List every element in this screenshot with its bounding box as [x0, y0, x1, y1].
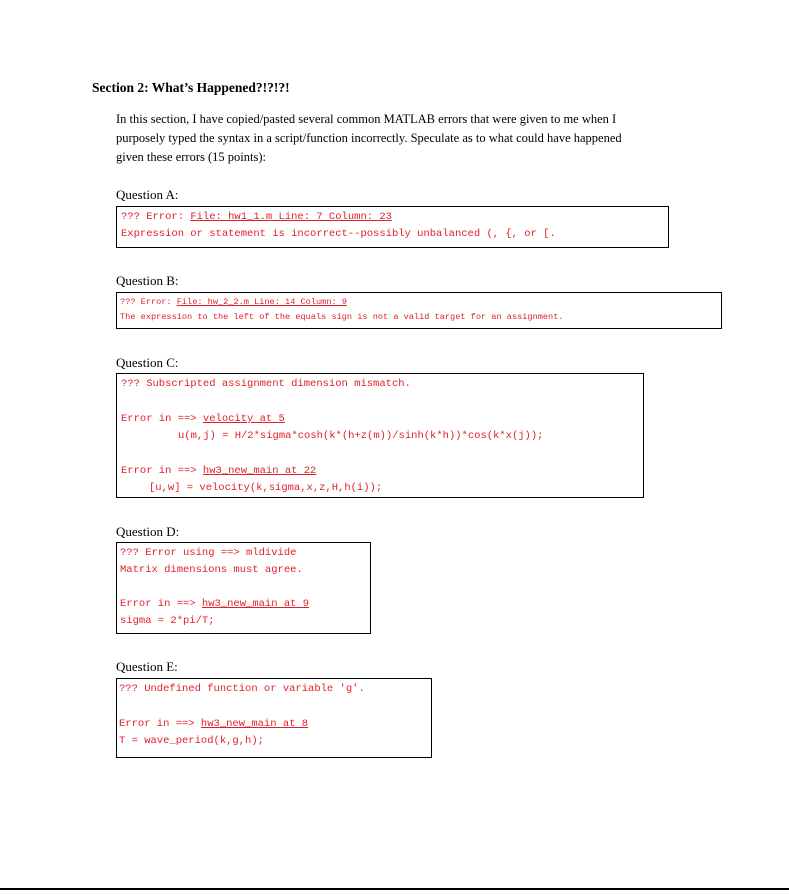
question-a-label: Question A:	[116, 187, 179, 202]
error-prefix: Error in ==>	[121, 465, 203, 477]
error-message: The expression to the left of the equals sign is not a valid target for an assignment.	[120, 312, 564, 322]
file-link[interactable]: File: hw1_1.m Line: 7 Column: 23	[190, 211, 392, 223]
error-line	[121, 211, 392, 223]
error-message: ??? Error using ==> mldivide	[120, 547, 297, 559]
code-line: T = wave_period(k,g,h);	[119, 735, 264, 747]
question-d-error-box	[116, 542, 371, 634]
function-link[interactable]: velocity at 5	[202, 413, 285, 425]
error-prefix: Error in ==>	[121, 413, 203, 425]
error-in-line	[120, 598, 309, 610]
question-c-label: Question C:	[116, 355, 179, 370]
error-line	[120, 297, 347, 307]
error-prefix: ??? Error:	[120, 297, 177, 307]
error-in-line	[121, 413, 285, 425]
function-link[interactable]: hw3_new_main at 9	[201, 598, 310, 610]
code-line: [u,w] = velocity(k,sigma,x,z,H,h(i));	[149, 482, 383, 494]
error-prefix: Error in ==>	[119, 718, 201, 730]
question-e-error-box	[116, 678, 432, 758]
error-in-line	[121, 465, 316, 477]
page-bottom-rule	[0, 888, 789, 890]
error-message: Matrix dimensions must agree.	[120, 564, 303, 576]
question-d-label: Question D:	[116, 524, 180, 539]
error-in-line	[119, 718, 308, 730]
function-link[interactable]: hw3_new_main at 8	[200, 718, 309, 730]
question-c-error-box	[116, 373, 644, 498]
question-b-label: Question B:	[116, 273, 179, 288]
code-line: u(m,j) = H/2*sigma*cosh(k*(h+z(m))/sinh(k*h))*cos(k*x(j));	[178, 430, 544, 442]
error-prefix: Error in ==>	[120, 598, 202, 610]
file-link[interactable]: File: hw_2_2.m Line: 14 Column: 9	[176, 297, 347, 307]
error-message: Expression or statement is incorrect--possibly unbalanced (, {, or [.	[121, 228, 556, 240]
error-message: ??? Subscripted assignment dimension mismatch.	[121, 378, 411, 390]
intro-line: In this section, I have copied/pasted several common MATLAB errors that were given to me when I	[116, 112, 617, 126]
section-title: Section 2: What’s Happened?!?!?!	[92, 80, 290, 95]
code-line: sigma = 2*pi/T;	[120, 615, 215, 627]
question-e-label: Question E:	[116, 659, 178, 674]
function-link[interactable]: hw3_new_main at 22	[202, 465, 317, 477]
intro-paragraph	[116, 110, 706, 167]
question-b-error-box	[116, 292, 722, 329]
intro-line: given these errors (15 points):	[116, 150, 266, 164]
question-a-error-box	[116, 206, 669, 248]
intro-line: purposely typed the syntax in a script/function incorrectly. Speculate as to what could have happened	[116, 131, 622, 145]
error-prefix: ??? Error:	[121, 211, 191, 223]
error-message: ??? Undefined function or variable 'g'.	[119, 683, 365, 695]
